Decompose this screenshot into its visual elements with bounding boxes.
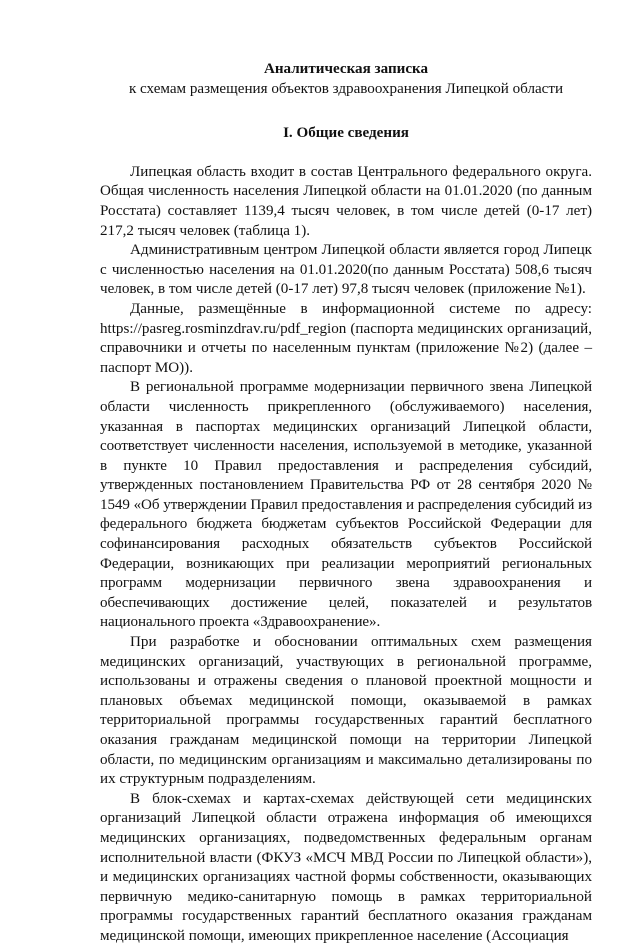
paragraph-block-schemes: В блок-схемах и картах-схемах действующей сети медицинских организаций Липецкой области отражена информация об имеющихся медицинских организациях, подведомственных федеральным органам исполнительной власти (ФКУЗ «МСЧ МВД России по Липецкой области»), и медицинских организациях частной формы собственности, оказывающих первичную медико-санитарную помощь в рамках территориальной программы государственных гарантий бесплатного оказания гражданам медицинской помощи, имеющих прикрепленное население (Ассоциация bbox=[100, 790, 592, 944]
paragraph-region-overview: Липецкая область входит в состав Центрального федерального округа. Общая численность населения Липецкой области на 01.01.2020 (по данным Росстата) составляет 1139,4 тысяч человек, в том числе детей (0-17 лет) 217,2 тысяч человек (таблица 1). bbox=[100, 163, 592, 239]
paragraph-admin-center: Административным центром Липецкой области является город Липецк с численностью населения на 01.01.2020(по данным Росстата) 508,6 тысяч человек, в том числе детей (0-17 лет) 97,8 тысяч человек (приложение №1). bbox=[100, 242, 592, 298]
document-subtitle: к схемам размещения объектов здравоохранения Липецкой области bbox=[128, 80, 564, 97]
document-title: Аналитическая записка bbox=[263, 61, 429, 77]
paragraph-modernization-program: В региональной программе модернизации первичного звена Липецкой области численность прикрепленного (обслуживаемого) населения, указанная в паспортах медицинских организаций Липецкой области, соответствует численности населения, используемой в методике, указанной в пункте 10 Правил предоставления и распределения субсидий, утвержденных постановлением Правительства РФ от 28 сентября 2020 № 1549 «Об утверждении Правил предоставления и распределения субсидий из федерального бюджета бюджетам субъектов Российской Федерации для софинансирования расходных обязательств субъектов Российской Федерации, возникающих при реализации мероприятий региональных программ модернизации первичного звена здравоохранения и обеспечивающих достижение целей, показателей и результатов национального проекта «Здравоохранение». bbox=[100, 379, 592, 631]
document-body bbox=[100, 60, 592, 947]
paragraph-optimal-schemes: При разработке и обосновании оптимальных схем размещения медицинских организаций, участвующих в региональной программе, использованы и отражены сведения о плановой проектной мощности и плановых объемах медицинской помощи, оказываемой в рамках территориальной программы государственных гарантий бесплатного оказания гражданам медицинской помощи на территории Липецкой области, по медицинским организациям и максимально детализированы по их структурным подразделениям. bbox=[100, 634, 592, 788]
section-heading: I. Общие сведения bbox=[283, 125, 409, 142]
paragraph-data-source: Данные, размещённые в информационной системе по адресу: https://pasreg.rosminzdrav.ru/pdf_region (паспорта медицинских организаций, справочники и отчеты по населенным пунктам (приложение №2) (далее – паспорт МО)). bbox=[100, 300, 592, 376]
